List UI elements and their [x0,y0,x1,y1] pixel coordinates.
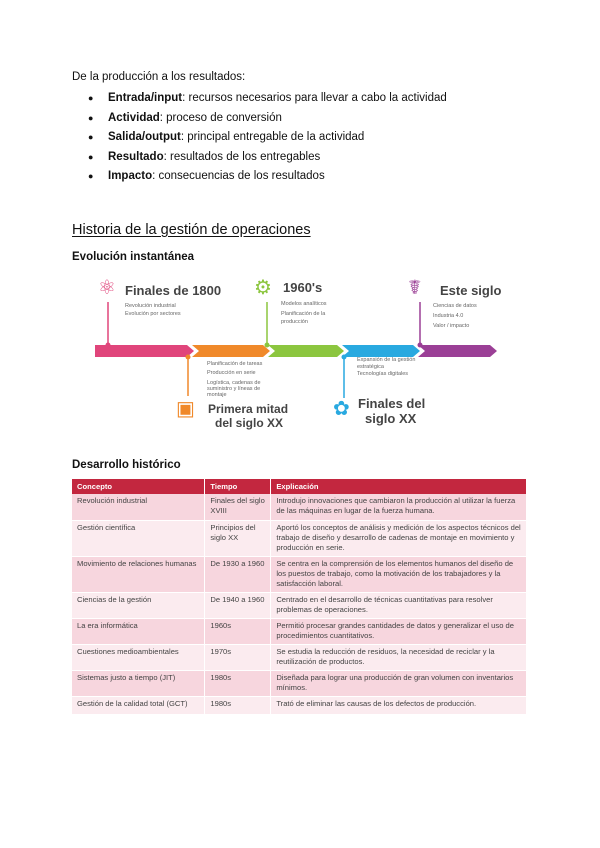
gears-icon: ⚙ [254,277,272,299]
subheading-desarrollo: Desarrollo histórico [72,459,181,471]
table-header-row [72,479,527,494]
table-header: Concepto [72,479,205,494]
list-item [88,150,447,170]
table-cell: Centrado en el desarrollo de técnicas cuantitativas para resolver problemas de operaciones. [271,592,527,618]
table-row [72,644,527,670]
timeline-note: suministro y líneas de [207,386,261,392]
table-cell: De 1930 a 1960 [205,556,271,592]
timeline-note: Planificación de la [281,311,326,317]
table-cell: Ciencias de la gestión [72,592,205,618]
timeline-note: Producción en serie [207,370,256,376]
table-cell: Aportó los conceptos de análisis y medición de los aspectos técnicos del trabajo de diseño y desarrollo de cadenas de montaje en movimiento y producción en serie. [271,520,527,556]
timeline-note: Modelos analíticos [281,301,327,307]
table-cell: Trató de eliminar las causas de los defectos de producción. [271,696,527,714]
timeline-note: Ciencias de datos [433,303,477,309]
table-cell: Cuestiones medioambientales [72,644,205,670]
timeline-title-siglo-xx-late: siglo XX [365,411,417,426]
timeline-note: Planificación de tareas [207,361,263,367]
table-cell: La era informática [72,618,205,644]
list-desc: : consecuencias de los resultados [152,170,325,182]
subheading-evolution: Evolución instantánea [72,251,195,263]
timeline-infographic [95,272,510,442]
table-row [72,520,527,556]
timeline-title-siglo-xx: del siglo XX [215,416,284,430]
list-desc: : resultados de los entregables [163,150,321,163]
timeline-note: Tecnologías digitales [357,371,409,377]
table-cell: 1980s [205,696,271,714]
timeline-note: Revolución industrial [125,303,176,309]
table-row [72,696,527,714]
section-title: Historia de la gestión de operaciones [72,222,311,238]
table-cell: Introdujo innovaciones que cambiaron la producción al utilizar la fuerza de las máquinas en lugar de la fuerza humana. [271,494,527,520]
list-item [88,130,447,150]
table-row [72,592,527,618]
table-cell: Diseñada para lograr una producción de gran volumen con inventarios mínimos. [271,670,527,696]
list-term: Actividad [108,111,160,124]
table-cell: Permitió procesar grandes cantidades de datos y generalizar el uso de procedimientos cuantitativos. [271,618,527,644]
list-term: Impacto [108,170,153,182]
table-cell: 1980s [205,670,271,696]
table-cell: Finales del siglo XVIII [205,494,271,520]
timeline-title-1960s: 1960's [283,280,323,295]
table-header: Explicación [271,479,527,494]
table-cell: De 1940 a 1960 [205,592,271,618]
list-term: Resultado [108,150,164,163]
table-cell: Se centra en la comprensión de los elementos humanos del diseño de los puestos de trabajo, como la motivación de los trabajadores y la satisfacción laboral. [271,556,527,592]
table-row [72,618,527,644]
dna-icon: ☤ [408,277,422,299]
table-cell: Revolución industrial [72,494,205,520]
list-desc: : principal entregable de la actividad [180,131,365,143]
concept-list [88,91,447,189]
table-row [72,670,527,696]
table-header: Tiempo [205,479,271,494]
timeline-note: Logística, cadenas de [207,380,261,386]
palette-icon: ✿ [333,398,350,420]
table-cell: 1970s [205,644,271,670]
intro-text: De la producción a los resultados: [72,71,246,83]
timeline-title-este-siglo: Este siglo [440,283,502,298]
list-desc: : proceso de conversión [159,111,282,124]
timeline-note: Valor / impacto [433,323,470,329]
table-cell: Gestión de la calidad total (GCT) [72,696,205,714]
timeline-note: producción [281,319,308,325]
list-item [88,111,447,131]
list-term: Entrada/input [108,92,183,104]
timeline-note: estratégica [357,364,384,370]
table-cell: Principios del siglo XX [205,520,271,556]
table-cell: Sistemas justo a tiempo (JIT) [72,670,205,696]
atom-icon: ⚛ [98,277,116,299]
table-cell: 1960s [205,618,271,644]
table-cell: Movimiento de relaciones humanas [72,556,205,592]
timeline-note: montaje [207,392,227,398]
historical-table [72,479,527,715]
timeline-title-finales-del: Finales del [358,396,426,411]
timeline-title-primera-mitad: Primera mitad [208,402,289,416]
timeline-note: Expansión de la gestión [357,357,416,363]
timeline-note: Evolución por sectores [125,311,181,317]
list-desc: : recursos necesarios para llevar a cabo la actividad [182,92,447,104]
list-item [88,91,447,111]
list-term: Salida/output [108,131,181,143]
timeline-note: Industria 4.0 [433,313,464,319]
table-cell: Se estudia la reducción de residuos, la necesidad de reciclar y la reutilización de productos. [271,644,527,670]
table-row [72,494,527,520]
table-row [72,556,527,592]
circuit-icon: ▣ [176,398,195,420]
timeline-title-1800: Finales de 1800 [125,283,222,298]
table-cell: Gestión científica [72,520,205,556]
list-item [88,169,447,189]
